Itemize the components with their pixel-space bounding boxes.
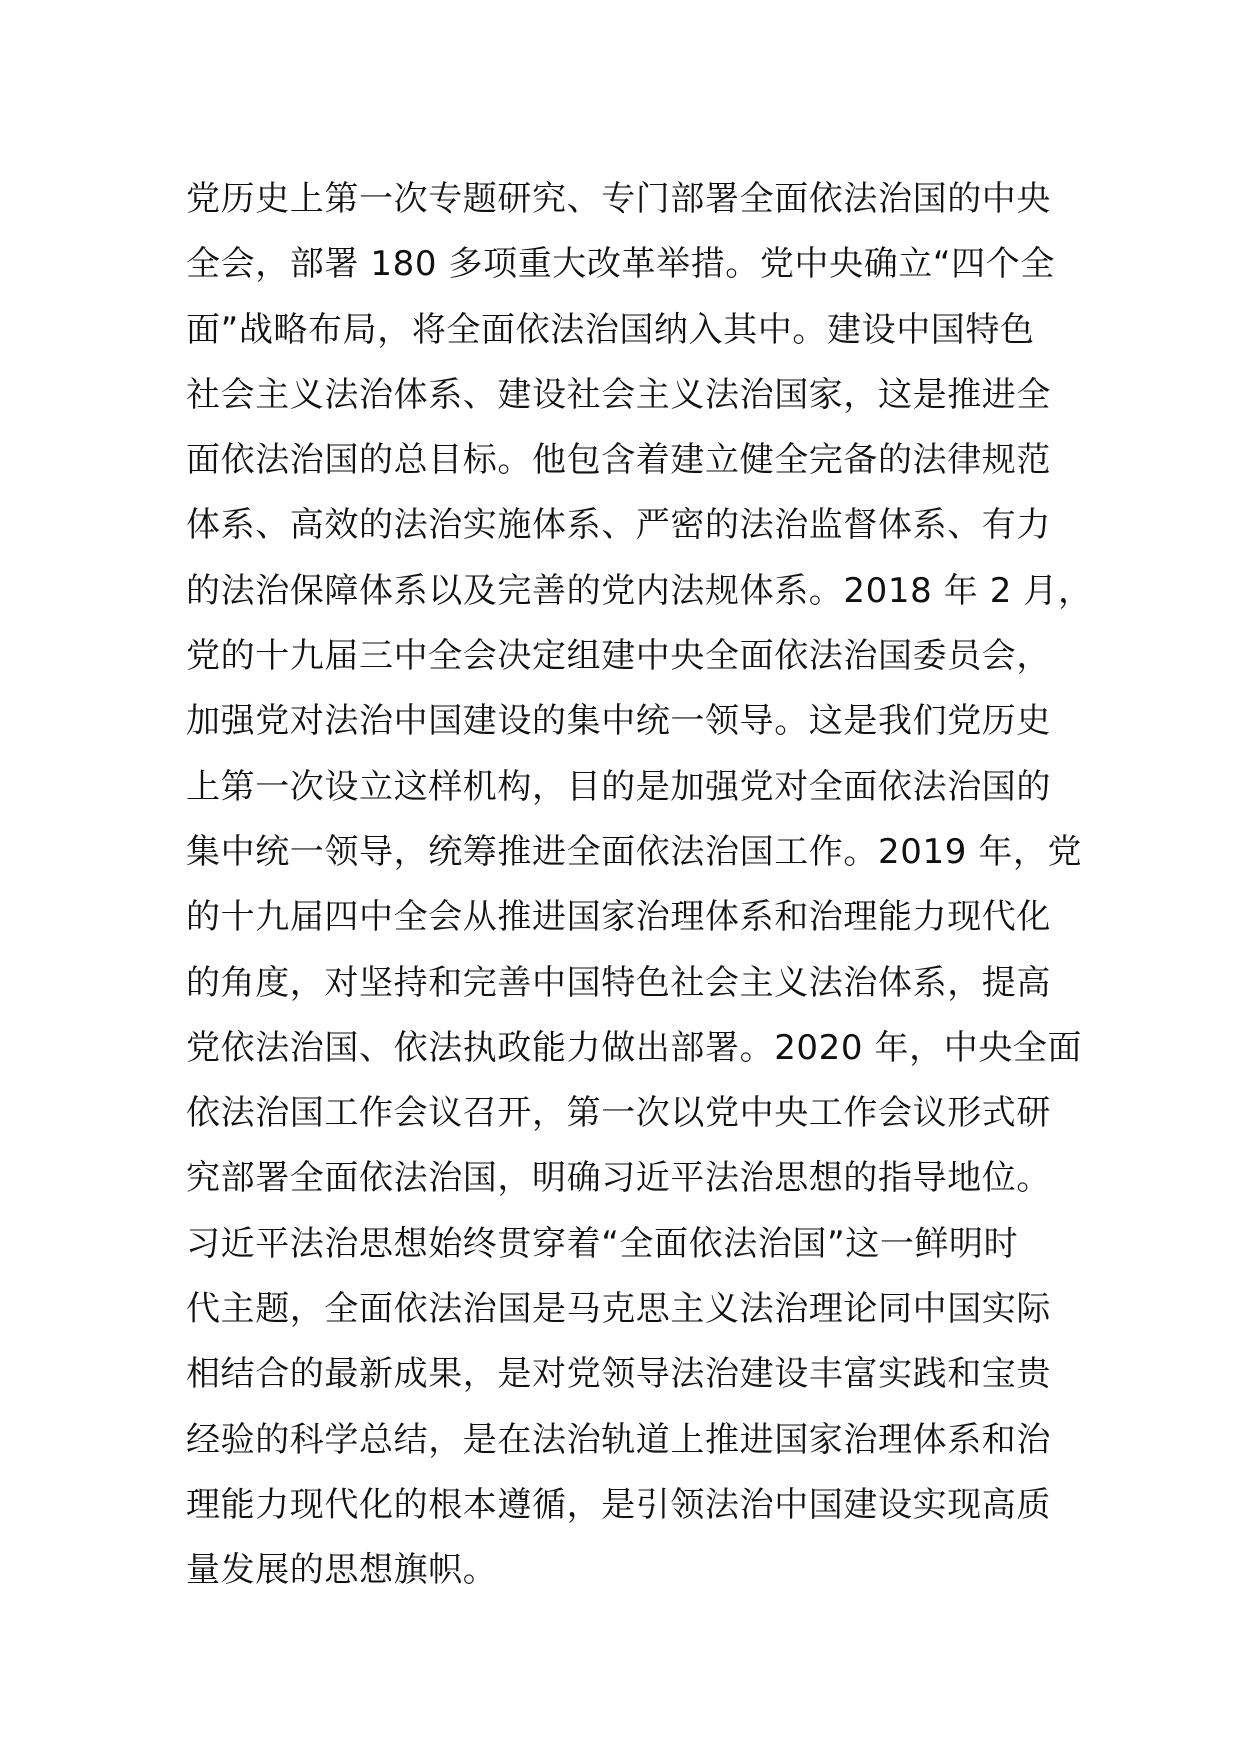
text-line-17: 习近平法治思想始终贯穿着“全面依法治国”这一鲜明时	[186, 1223, 1019, 1264]
text-line-3: 面”战略布局，将全面依法治国纳入其中。建设中国特色	[186, 309, 1035, 350]
body-paragraph	[186, 167, 1093, 1604]
text-line-21: 理能力现代化的根本遵循，是引领法治中国建设实现高质	[186, 1484, 1051, 1525]
text-line-8: 党的十九届三中全会决定组建中央全面依法治国委员会，	[186, 636, 1051, 677]
text-line-22: 量发展的思想旗帜。	[186, 1550, 498, 1591]
text-line-16: 究部署全面依法治国，明确习近平法治思想的指导地位。	[186, 1158, 1051, 1199]
text-line-9: 加强党对法治中国建设的集中统一领导。这是我们党历史	[186, 701, 1051, 742]
text-line-12: 的十九届四中全会从推进国家治理体系和治理能力现代化	[186, 897, 1051, 938]
text-line-19: 相结合的最新成果，是对党领导法治建设丰富实践和宝贵	[186, 1354, 1051, 1395]
text-line-2: 全会，部署 180 多项重大改革举措。党中央确立“四个全	[186, 244, 1055, 285]
text-line-6: 体系、高效的法治实施体系、严密的法治监督体系、有力	[186, 505, 1051, 546]
text-line-7: 的法治保障体系以及完善的党内法规体系。2018 年 2 月，	[186, 570, 1093, 611]
text-line-11: 集中统一领导，统筹推进全面依法治国工作。2019 年，党	[186, 831, 1083, 872]
text-line-4: 社会主义法治体系、建设社会主义法治国家，这是推进全	[186, 374, 1051, 415]
text-line-10: 上第一次设立这样机构，目的是加强党对全面依法治国的	[186, 766, 1051, 807]
text-line-5: 面依法治国的总目标。他包含着建立健全完备的法律规范	[186, 440, 1051, 481]
text-line-14: 党依法治国、依法执政能力做出部署。2020 年，中央全面	[186, 1027, 1083, 1068]
text-line-20: 经验的科学总结，是在法治轨道上推进国家治理体系和治	[186, 1419, 1051, 1460]
text-line-18: 代主题，全面依法治国是马克思主义法治理论同中国实际	[186, 1289, 1051, 1330]
text-line-13: 的角度，对坚持和完善中国特色社会主义法治体系，提高	[186, 962, 1051, 1003]
text-line-1: 党历史上第一次专题研究、专门部署全面依法治国的中央	[186, 179, 1051, 219]
text-line-15: 依法治国工作会议召开，第一次以党中央工作会议形式研	[186, 1093, 1051, 1134]
